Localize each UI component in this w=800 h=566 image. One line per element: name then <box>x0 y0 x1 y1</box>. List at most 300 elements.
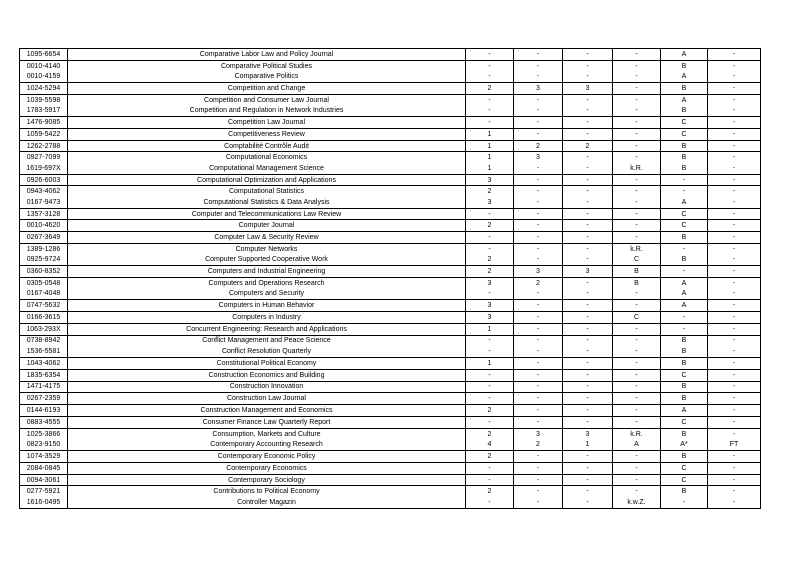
note-cell: - <box>708 278 761 289</box>
value2-cell: - <box>514 49 563 61</box>
value4-cell: - <box>613 381 661 393</box>
table-row <box>20 346 761 357</box>
value2-cell: - <box>514 323 563 335</box>
table-row <box>20 428 761 439</box>
value3-cell: - <box>563 71 613 82</box>
value2-cell: - <box>514 393 563 405</box>
value1-cell: - <box>466 105 514 116</box>
note-cell: - <box>708 255 761 266</box>
value2-cell: - <box>514 255 563 266</box>
value4-cell: - <box>613 369 661 381</box>
table-row <box>20 312 761 324</box>
issn-cell: 0144-6193 <box>20 405 68 417</box>
value1-cell: 1 <box>466 128 514 140</box>
table-row <box>20 369 761 381</box>
journal-title-cell: Conflict Management and Peace Science <box>68 335 466 346</box>
issn-cell: 0267-2359 <box>20 393 68 405</box>
issn-cell: 0747-5632 <box>20 300 68 312</box>
table-row <box>20 140 761 152</box>
value4-cell: - <box>613 128 661 140</box>
issn-cell: 1262-2788 <box>20 140 68 152</box>
rating-cell: B <box>661 82 708 94</box>
journal-title-cell: Comptabilité Contrôle Audit <box>68 140 466 152</box>
journal-title-cell: Contemporary Economic Policy <box>68 450 466 462</box>
value3-cell: - <box>563 208 613 220</box>
journal-title-cell: Competition Law Journal <box>68 116 466 128</box>
note-cell: - <box>708 289 761 300</box>
value2-cell: - <box>514 232 563 244</box>
value3-cell: - <box>563 405 613 417</box>
journal-title-cell: Computational Statistics <box>68 186 466 197</box>
note-cell: - <box>708 105 761 116</box>
table-row <box>20 255 761 266</box>
value3-cell: 1 <box>563 439 613 450</box>
rating-cell: C <box>661 474 708 486</box>
note-cell: - <box>708 128 761 140</box>
table-row <box>20 82 761 94</box>
value1-cell: - <box>466 60 514 71</box>
journal-title-cell: Constitutional Political Economy <box>68 357 466 369</box>
value1-cell: 2 <box>466 428 514 439</box>
note-cell: - <box>708 346 761 357</box>
note-cell: - <box>708 60 761 71</box>
note-cell: - <box>708 312 761 324</box>
issn-cell: 0360-8352 <box>20 266 68 278</box>
table-row <box>20 232 761 244</box>
value3-cell: - <box>563 152 613 163</box>
table-row <box>20 462 761 474</box>
value3-cell: 3 <box>563 428 613 439</box>
journal-title-cell: Computers and Operations Research <box>68 278 466 289</box>
journal-title-cell: Computational Statistics & Data Analysis <box>68 197 466 208</box>
value4-cell: - <box>613 152 661 163</box>
value2-cell: - <box>514 289 563 300</box>
value3-cell: - <box>563 486 613 497</box>
table-row <box>20 71 761 82</box>
issn-cell: 0277-5921 <box>20 486 68 497</box>
value4-cell: - <box>613 300 661 312</box>
rating-cell: B <box>661 232 708 244</box>
table-row <box>20 128 761 140</box>
value1-cell: 2 <box>466 82 514 94</box>
value1-cell: - <box>466 71 514 82</box>
value4-cell: C <box>613 255 661 266</box>
journal-title-cell: Computers and Security <box>68 289 466 300</box>
value1-cell: - <box>466 346 514 357</box>
value3-cell: 3 <box>563 82 613 94</box>
value4-cell: k.R. <box>613 163 661 174</box>
value2-cell: - <box>514 220 563 232</box>
rating-cell: C <box>661 369 708 381</box>
value2-cell: - <box>514 128 563 140</box>
rating-cell: A <box>661 71 708 82</box>
note-cell: - <box>708 174 761 186</box>
value1-cell: - <box>466 497 514 508</box>
value4-cell: A <box>613 439 661 450</box>
value3-cell: - <box>563 94 613 105</box>
issn-cell: 0926-6003 <box>20 174 68 186</box>
journal-title-cell: Comparative Labor Law and Policy Journal <box>68 49 466 61</box>
value1-cell: - <box>466 289 514 300</box>
journal-title-cell: Computer and Telecommunications Law Review <box>68 208 466 220</box>
value1-cell: 2 <box>466 186 514 197</box>
rating-cell: - <box>661 244 708 255</box>
value4-cell: - <box>613 405 661 417</box>
rating-cell: B <box>661 163 708 174</box>
table-row <box>20 393 761 405</box>
value3-cell: - <box>563 186 613 197</box>
value3-cell: - <box>563 312 613 324</box>
note-cell: - <box>708 450 761 462</box>
value1-cell: - <box>466 94 514 105</box>
value2-cell: - <box>514 105 563 116</box>
value4-cell: B <box>613 266 661 278</box>
value1-cell: 1 <box>466 163 514 174</box>
value4-cell: - <box>613 220 661 232</box>
value2-cell: - <box>514 486 563 497</box>
journal-title-cell: Comparative Political Studies <box>68 60 466 71</box>
value4-cell: B <box>613 278 661 289</box>
rating-cell: - <box>661 266 708 278</box>
value3-cell: 3 <box>563 266 613 278</box>
rating-cell: C <box>661 462 708 474</box>
value4-cell: - <box>613 174 661 186</box>
rating-cell: C <box>661 208 708 220</box>
issn-cell: 0167-4048 <box>20 289 68 300</box>
value2-cell: 3 <box>514 82 563 94</box>
value3-cell: - <box>563 244 613 255</box>
table-row <box>20 300 761 312</box>
value4-cell: - <box>613 105 661 116</box>
note-cell: - <box>708 393 761 405</box>
issn-cell: 1783-5917 <box>20 105 68 116</box>
rating-cell: B <box>661 450 708 462</box>
journal-title-cell: Computers and Industrial Engineering <box>68 266 466 278</box>
value3-cell: - <box>563 450 613 462</box>
value1-cell: 1 <box>466 323 514 335</box>
note-cell: - <box>708 197 761 208</box>
note-cell: - <box>708 220 761 232</box>
rating-cell: A <box>661 289 708 300</box>
table-row <box>20 197 761 208</box>
issn-cell: 0883-4555 <box>20 417 68 429</box>
value2-cell: - <box>514 335 563 346</box>
note-cell: - <box>708 417 761 429</box>
value2-cell: 2 <box>514 140 563 152</box>
value4-cell: k.R. <box>613 428 661 439</box>
value2-cell: - <box>514 186 563 197</box>
table-row <box>20 417 761 429</box>
value4-cell: - <box>613 486 661 497</box>
value3-cell: - <box>563 116 613 128</box>
value1-cell: 3 <box>466 278 514 289</box>
value3-cell: - <box>563 163 613 174</box>
value2-cell: - <box>514 174 563 186</box>
value3-cell: - <box>563 335 613 346</box>
rating-cell: A <box>661 49 708 61</box>
rating-cell: C <box>661 417 708 429</box>
issn-cell: 1357-3128 <box>20 208 68 220</box>
table-row <box>20 323 761 335</box>
table-row <box>20 116 761 128</box>
rating-cell: B <box>661 346 708 357</box>
table-row <box>20 357 761 369</box>
value3-cell: - <box>563 462 613 474</box>
issn-cell: 1059-5422 <box>20 128 68 140</box>
issn-cell: 1616-0495 <box>20 497 68 508</box>
note-cell: - <box>708 335 761 346</box>
journal-title-cell: Computer Journal <box>68 220 466 232</box>
issn-cell: 1063-293X <box>20 323 68 335</box>
value2-cell: 3 <box>514 266 563 278</box>
value1-cell: 3 <box>466 300 514 312</box>
value4-cell: - <box>613 335 661 346</box>
value2-cell: - <box>514 116 563 128</box>
value1-cell: - <box>466 244 514 255</box>
issn-cell: 1619-697X <box>20 163 68 174</box>
journal-title-cell: Concurrent Engineering: Research and Applications <box>68 323 466 335</box>
rating-cell: B <box>661 152 708 163</box>
value4-cell: - <box>613 417 661 429</box>
note-cell: - <box>708 116 761 128</box>
value4-cell: - <box>613 289 661 300</box>
journal-title-cell: Contributions to Political Economy <box>68 486 466 497</box>
value2-cell: - <box>514 300 563 312</box>
journal-title-cell: Consumption, Markets and Culture <box>68 428 466 439</box>
rating-cell: B <box>661 486 708 497</box>
value4-cell: - <box>613 71 661 82</box>
value3-cell: - <box>563 497 613 508</box>
value3-cell: - <box>563 300 613 312</box>
value1-cell: 2 <box>466 486 514 497</box>
issn-cell: 1389-1286 <box>20 244 68 255</box>
rating-cell: B <box>661 255 708 266</box>
value4-cell: k.R. <box>613 244 661 255</box>
issn-cell: 1043-4062 <box>20 357 68 369</box>
table-body <box>20 49 761 509</box>
note-cell: - <box>708 71 761 82</box>
rating-cell: C <box>661 128 708 140</box>
issn-cell: 2084-0845 <box>20 462 68 474</box>
note-cell: FT <box>708 439 761 450</box>
rating-cell: B <box>661 335 708 346</box>
rating-cell: A <box>661 405 708 417</box>
value3-cell: - <box>563 255 613 266</box>
rating-cell: B <box>661 60 708 71</box>
rating-cell: A <box>661 197 708 208</box>
rating-cell: - <box>661 186 708 197</box>
journal-title-cell: Computational Management Science <box>68 163 466 174</box>
note-cell: - <box>708 405 761 417</box>
value4-cell: - <box>613 208 661 220</box>
journal-title-cell: Contemporary Economics <box>68 462 466 474</box>
value3-cell: - <box>563 105 613 116</box>
value1-cell: 2 <box>466 255 514 266</box>
table-row <box>20 152 761 163</box>
rating-cell: B <box>661 140 708 152</box>
value2-cell: - <box>514 369 563 381</box>
value4-cell: - <box>613 323 661 335</box>
value3-cell: 2 <box>563 140 613 152</box>
note-cell: - <box>708 300 761 312</box>
journal-title-cell: Competition and Change <box>68 82 466 94</box>
value2-cell: 3 <box>514 152 563 163</box>
value2-cell: - <box>514 94 563 105</box>
value4-cell: - <box>613 197 661 208</box>
value1-cell: - <box>466 474 514 486</box>
issn-cell: 0010-4620 <box>20 220 68 232</box>
rating-cell: B <box>661 105 708 116</box>
journal-title-cell: Comparative Politics <box>68 71 466 82</box>
journal-ranking-table <box>19 48 761 509</box>
rating-cell: - <box>661 323 708 335</box>
table-row <box>20 497 761 508</box>
issn-cell: 0927-7099 <box>20 152 68 163</box>
note-cell: - <box>708 462 761 474</box>
value2-cell: - <box>514 71 563 82</box>
value2-cell: - <box>514 405 563 417</box>
value1-cell: 2 <box>466 450 514 462</box>
value4-cell: - <box>613 140 661 152</box>
value1-cell: 4 <box>466 439 514 450</box>
table-row <box>20 60 761 71</box>
issn-cell: 1095-6654 <box>20 49 68 61</box>
rating-cell: - <box>661 174 708 186</box>
note-cell: - <box>708 208 761 220</box>
value1-cell: - <box>466 208 514 220</box>
journal-title-cell: Computer Law & Security Review <box>68 232 466 244</box>
value2-cell: - <box>514 197 563 208</box>
value1-cell: - <box>466 393 514 405</box>
note-cell: - <box>708 369 761 381</box>
journal-title-cell: Contemporary Sociology <box>68 474 466 486</box>
value3-cell: - <box>563 128 613 140</box>
note-cell: - <box>708 381 761 393</box>
value1-cell: 3 <box>466 312 514 324</box>
table-row <box>20 105 761 116</box>
value3-cell: - <box>563 417 613 429</box>
table-row <box>20 186 761 197</box>
rating-cell: - <box>661 312 708 324</box>
value2-cell: - <box>514 346 563 357</box>
value4-cell: - <box>613 49 661 61</box>
value2-cell: - <box>514 60 563 71</box>
issn-cell: 1536-5581 <box>20 346 68 357</box>
value3-cell: - <box>563 60 613 71</box>
rating-cell: C <box>661 220 708 232</box>
value4-cell: - <box>613 94 661 105</box>
issn-cell: 0267-3649 <box>20 232 68 244</box>
table-row <box>20 49 761 61</box>
value3-cell: - <box>563 174 613 186</box>
issn-cell: 1074-3529 <box>20 450 68 462</box>
note-cell: - <box>708 357 761 369</box>
value1-cell: 2 <box>466 220 514 232</box>
issn-cell: 1471-4175 <box>20 381 68 393</box>
issn-cell: 1024-5294 <box>20 82 68 94</box>
value4-cell: - <box>613 357 661 369</box>
journal-title-cell: Construction Law Journal <box>68 393 466 405</box>
value3-cell: - <box>563 278 613 289</box>
value2-cell: - <box>514 474 563 486</box>
rating-cell: A <box>661 300 708 312</box>
value1-cell: - <box>466 335 514 346</box>
value1-cell: 1 <box>466 152 514 163</box>
value4-cell: C <box>613 312 661 324</box>
value4-cell: - <box>613 450 661 462</box>
journal-title-cell: Computer Supported Cooperative Work <box>68 255 466 266</box>
rating-cell: - <box>661 497 708 508</box>
value3-cell: - <box>563 357 613 369</box>
table-row <box>20 439 761 450</box>
journal-title-cell: Computers in Human Behavior <box>68 300 466 312</box>
issn-cell: 0305-0548 <box>20 278 68 289</box>
table-row <box>20 244 761 255</box>
value2-cell: - <box>514 450 563 462</box>
note-cell: - <box>708 474 761 486</box>
journal-title-cell: Competitiveness Review <box>68 128 466 140</box>
note-cell: - <box>708 82 761 94</box>
table-row <box>20 381 761 393</box>
issn-cell: 0010-4140 <box>20 60 68 71</box>
rating-cell: A <box>661 278 708 289</box>
issn-cell: 0166-3615 <box>20 312 68 324</box>
note-cell: - <box>708 94 761 105</box>
value2-cell: - <box>514 381 563 393</box>
value3-cell: - <box>563 197 613 208</box>
value3-cell: - <box>563 232 613 244</box>
issn-cell: 0010-4159 <box>20 71 68 82</box>
value1-cell: 3 <box>466 174 514 186</box>
value3-cell: - <box>563 220 613 232</box>
value1-cell: - <box>466 381 514 393</box>
table-row <box>20 220 761 232</box>
table-row <box>20 405 761 417</box>
value4-cell: - <box>613 60 661 71</box>
note-cell: - <box>708 497 761 508</box>
rating-cell: B <box>661 381 708 393</box>
issn-cell: 1039-5598 <box>20 94 68 105</box>
note-cell: - <box>708 428 761 439</box>
note-cell: - <box>708 152 761 163</box>
issn-cell: 0738-8942 <box>20 335 68 346</box>
value1-cell: - <box>466 49 514 61</box>
value1-cell: - <box>466 116 514 128</box>
rating-cell: A <box>661 94 708 105</box>
journal-title-cell: Competition and Consumer Law Journal <box>68 94 466 105</box>
value4-cell: - <box>613 186 661 197</box>
value3-cell: - <box>563 369 613 381</box>
issn-cell: 1476-9085 <box>20 116 68 128</box>
issn-cell: 0823-9150 <box>20 439 68 450</box>
note-cell: - <box>708 140 761 152</box>
value3-cell: - <box>563 49 613 61</box>
value1-cell: 1 <box>466 357 514 369</box>
journal-title-cell: Contemporary Accounting Research <box>68 439 466 450</box>
table-row <box>20 266 761 278</box>
journal-title-cell: Controller Magazin <box>68 497 466 508</box>
table-row <box>20 486 761 497</box>
table-row <box>20 474 761 486</box>
issn-cell: 0943-4062 <box>20 186 68 197</box>
journal-title-cell: Competition and Regulation in Network Industries <box>68 105 466 116</box>
journal-title-cell: Computational Economics <box>68 152 466 163</box>
value1-cell: - <box>466 232 514 244</box>
value4-cell: - <box>613 393 661 405</box>
rating-cell: B <box>661 357 708 369</box>
note-cell: - <box>708 486 761 497</box>
value4-cell: - <box>613 116 661 128</box>
